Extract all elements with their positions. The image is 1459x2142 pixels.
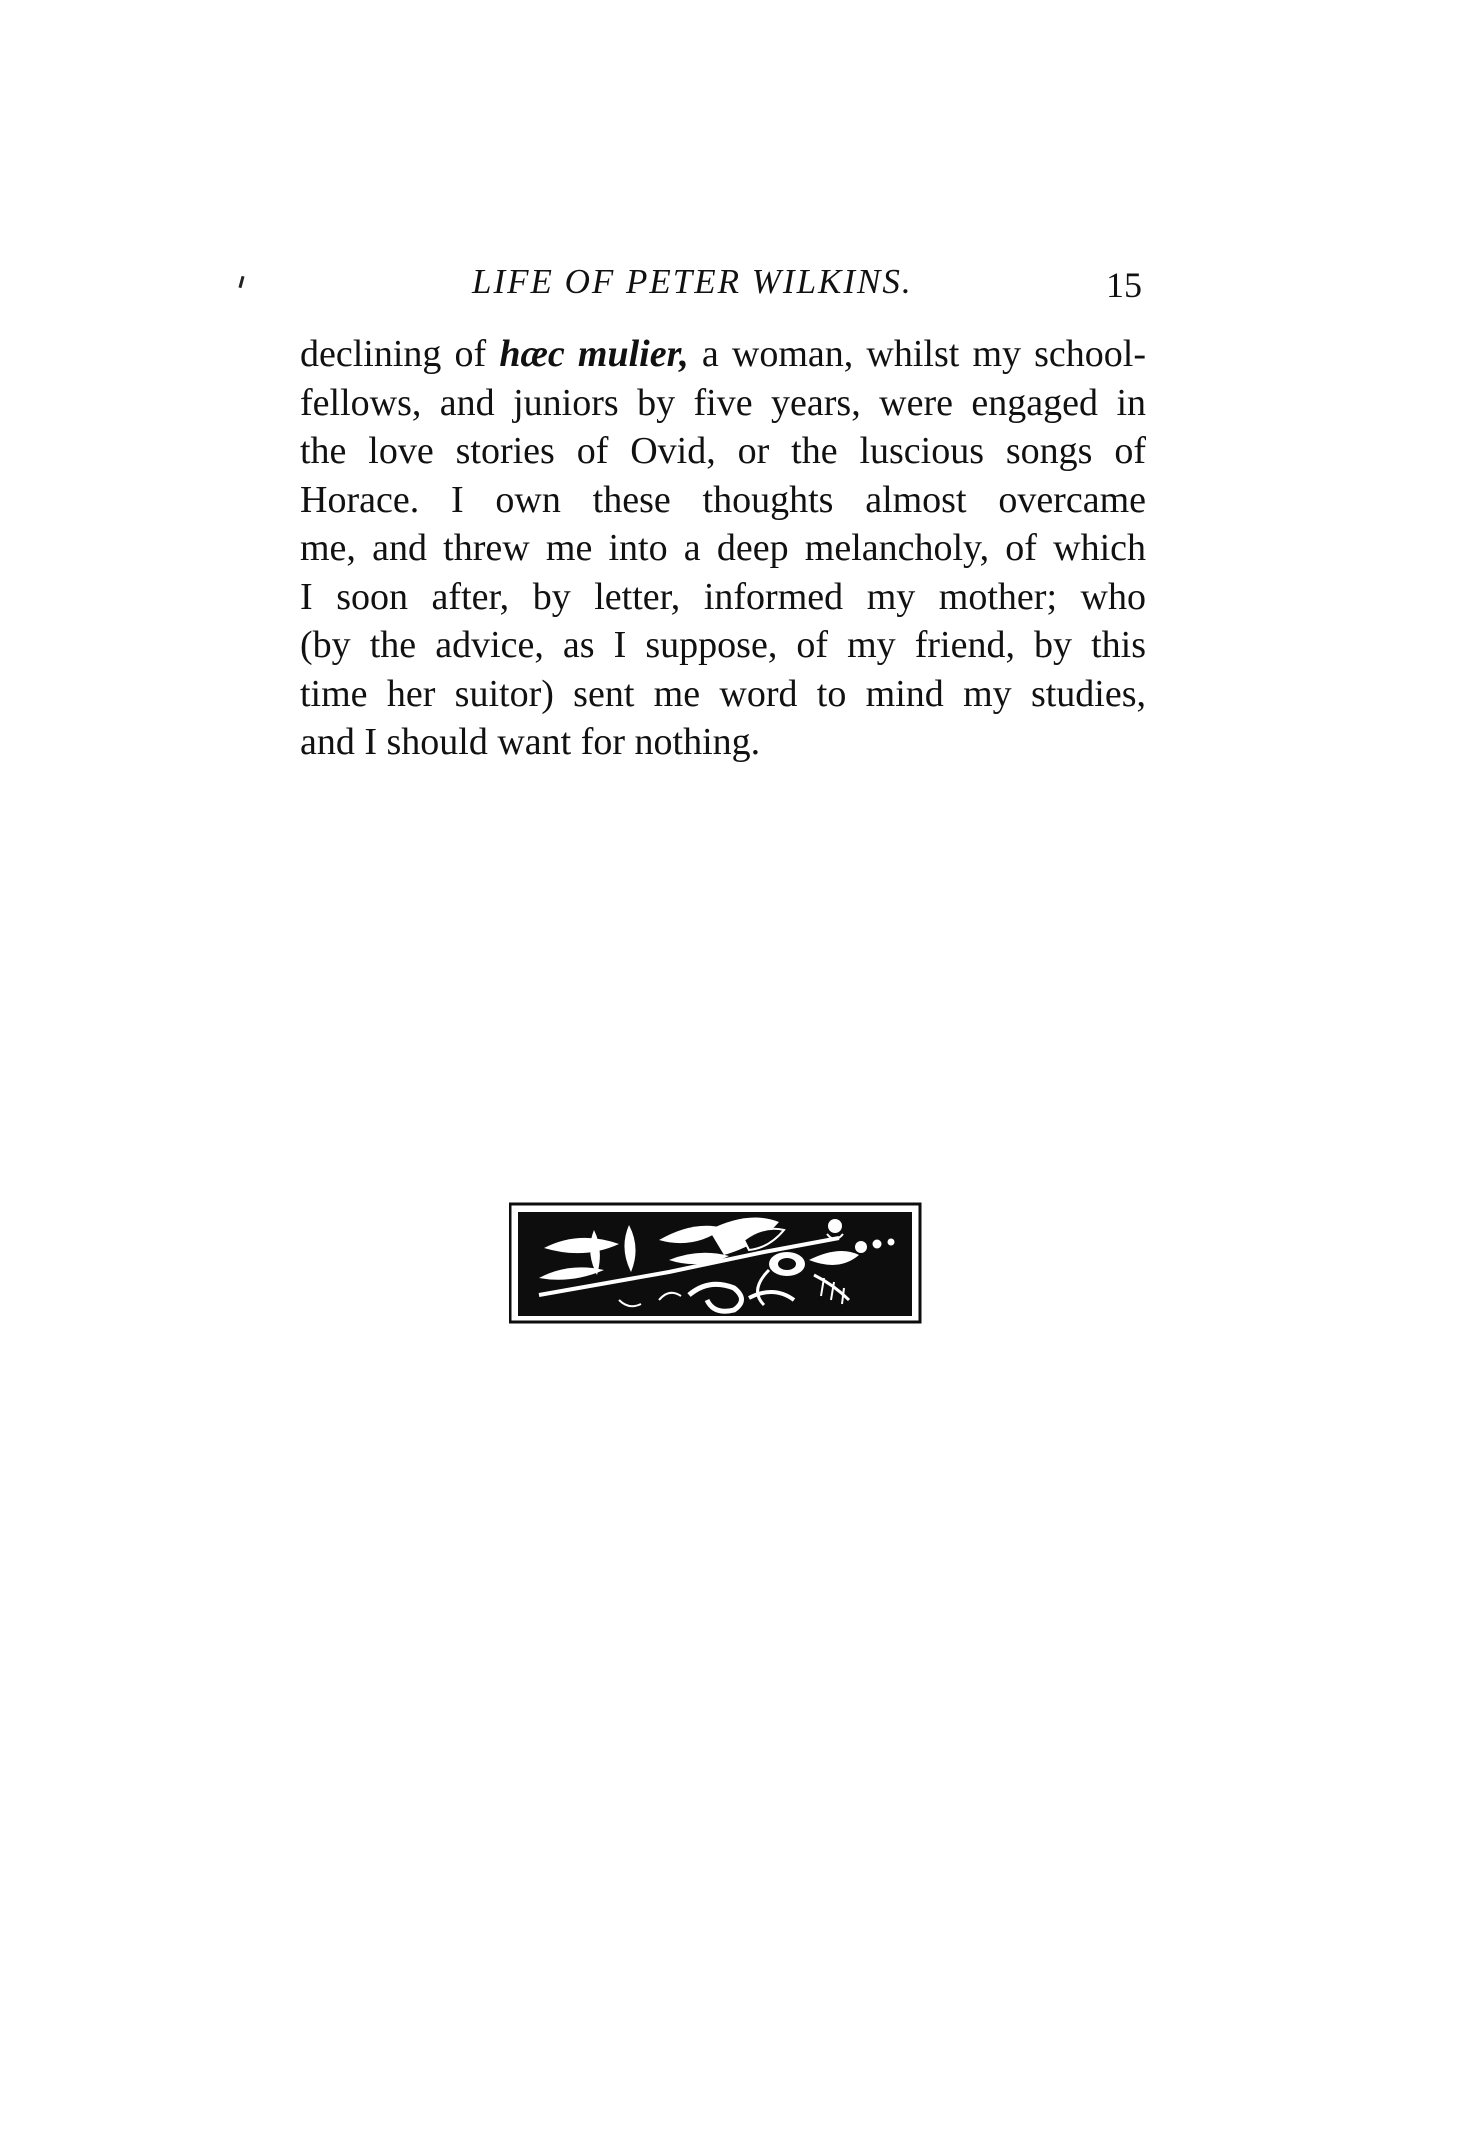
stray-ink-mark [238, 276, 244, 288]
text-line: Horace. I own these thoughts almost overcame [300, 478, 1146, 521]
text-line: me, and threw me into a deep melancholy, of which [300, 527, 1146, 569]
text-line: I soon after, by letter, informed my mother; who [300, 575, 1146, 618]
text-line: declining of hæc mulier, a woman, whilst my school- [300, 333, 1146, 375]
text-line: fellows, and juniors by five years, were engaged in [300, 381, 1146, 424]
running-head [300, 262, 1146, 310]
floral-tailpiece-icon [509, 1200, 922, 1325]
text-line: and I should want for nothing. [300, 721, 761, 763]
body-paragraph [300, 330, 1146, 767]
page-number: 15 [1106, 265, 1142, 305]
text-line: the love stories of Ovid, or the luscious songs of [300, 430, 1146, 472]
running-title: LIFE OF PETER WILKINS. [472, 262, 913, 301]
text-line: (by the advice, as I suppose, of my friend, by this [300, 624, 1146, 666]
latin-phrase: hæc mulier, [499, 333, 689, 375]
text-line: time her suitor) sent me word to mind my studies, [300, 672, 1146, 715]
